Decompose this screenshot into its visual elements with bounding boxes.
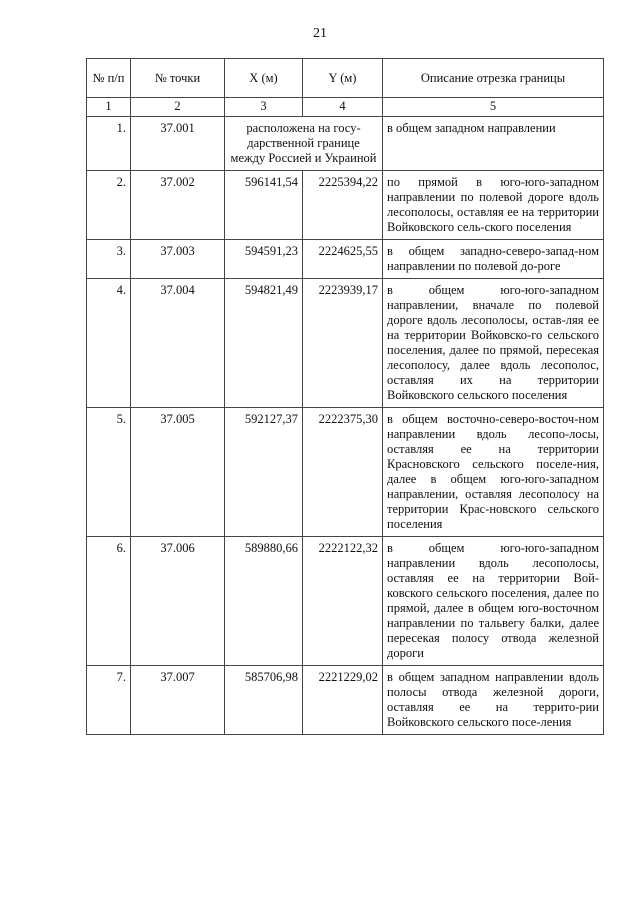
x-coordinate: 585706,98 <box>225 666 303 735</box>
row-number: 4. <box>87 279 131 408</box>
boundary-table <box>86 58 604 735</box>
point-number: 37.001 <box>131 117 225 171</box>
header-point-number: № точки <box>131 59 225 98</box>
point-number: 37.002 <box>131 171 225 240</box>
point-number: 37.003 <box>131 240 225 279</box>
table-row <box>87 408 604 537</box>
row-number: 2. <box>87 171 131 240</box>
column-number: 2 <box>131 98 225 117</box>
header-row <box>87 59 604 98</box>
segment-description: в общем западном направлении <box>383 117 604 171</box>
segment-description: в общем западном направлении вдоль полосы отвода железной дороги, оставляя ее на террито-рии Войковского сельского посе-ления <box>383 666 604 735</box>
y-coordinate: 2222375,30 <box>303 408 383 537</box>
y-coordinate: 2223939,17 <box>303 279 383 408</box>
row-number: 5. <box>87 408 131 537</box>
row-number: 1. <box>87 117 131 171</box>
y-coordinate: 2221229,02 <box>303 666 383 735</box>
column-number-row <box>87 98 604 117</box>
y-coordinate: 2224625,55 <box>303 240 383 279</box>
table-row <box>87 666 604 735</box>
point-number: 37.007 <box>131 666 225 735</box>
x-coordinate: 592127,37 <box>225 408 303 537</box>
column-number: 5 <box>383 98 604 117</box>
page-number: 21 <box>313 26 327 41</box>
row-number: 7. <box>87 666 131 735</box>
segment-description: по прямой в юго-юго-западном направлении по полевой дороге вдоль лесополосы, оставляя ее на территории Войковского сель-ского поселения <box>383 171 604 240</box>
column-number: 1 <box>87 98 131 117</box>
header-row-number: № п/п <box>87 59 131 98</box>
x-coordinate: 596141,54 <box>225 171 303 240</box>
column-number: 4 <box>303 98 383 117</box>
segment-description: в общем юго-юго-западном направлении, вначале по полевой дороге вдоль лесополосы, остав-ляя ее на территории Войковско-го сельского поселения, далее по прямой, пересекая лесополосу, далее вдоль лесополос, оставляя их на территории Войковского сельского поселения <box>383 279 604 408</box>
table-row <box>87 537 604 666</box>
y-coordinate: 2225394,22 <box>303 171 383 240</box>
x-coordinate: 594821,49 <box>225 279 303 408</box>
y-coordinate: 2222122,32 <box>303 537 383 666</box>
x-coordinate: 589880,66 <box>225 537 303 666</box>
header-x: X (м) <box>225 59 303 98</box>
header-description: Описание отрезка границы <box>383 59 604 98</box>
header-y: Y (м) <box>303 59 383 98</box>
column-number: 3 <box>225 98 303 117</box>
x-coordinate: 594591,23 <box>225 240 303 279</box>
segment-description: в общем юго-юго-западном направлении вдоль лесополосы, оставляя ее на территории Вой-ковского сельского поселения, далее по прямой, далее в общем юго-восточном направлении по тальвегу балки, далее пересекая полосу отвода железной дороги <box>383 537 604 666</box>
row-number: 6. <box>87 537 131 666</box>
point-number: 37.006 <box>131 537 225 666</box>
table-row <box>87 279 604 408</box>
segment-description: в общем восточно-северо-восточ-ном направлении вдоль лесопо-лосы, оставляя ее на территории Красновского сельского поселе-ния, далее в общем юго-юго-западном направлении, оставляя лесополосу на территории Крас-новского сельского поселения <box>383 408 604 537</box>
row-number: 3. <box>87 240 131 279</box>
table-row <box>87 240 604 279</box>
point-location-note: расположена на госу-дарственной границе между Россией и Украиной <box>225 117 383 171</box>
point-number: 37.005 <box>131 408 225 537</box>
point-number: 37.004 <box>131 279 225 408</box>
table-row <box>87 171 604 240</box>
segment-description: в общем западно-северо-запад-ном направлении по полевой до-роге <box>383 240 604 279</box>
table-row <box>87 117 604 171</box>
